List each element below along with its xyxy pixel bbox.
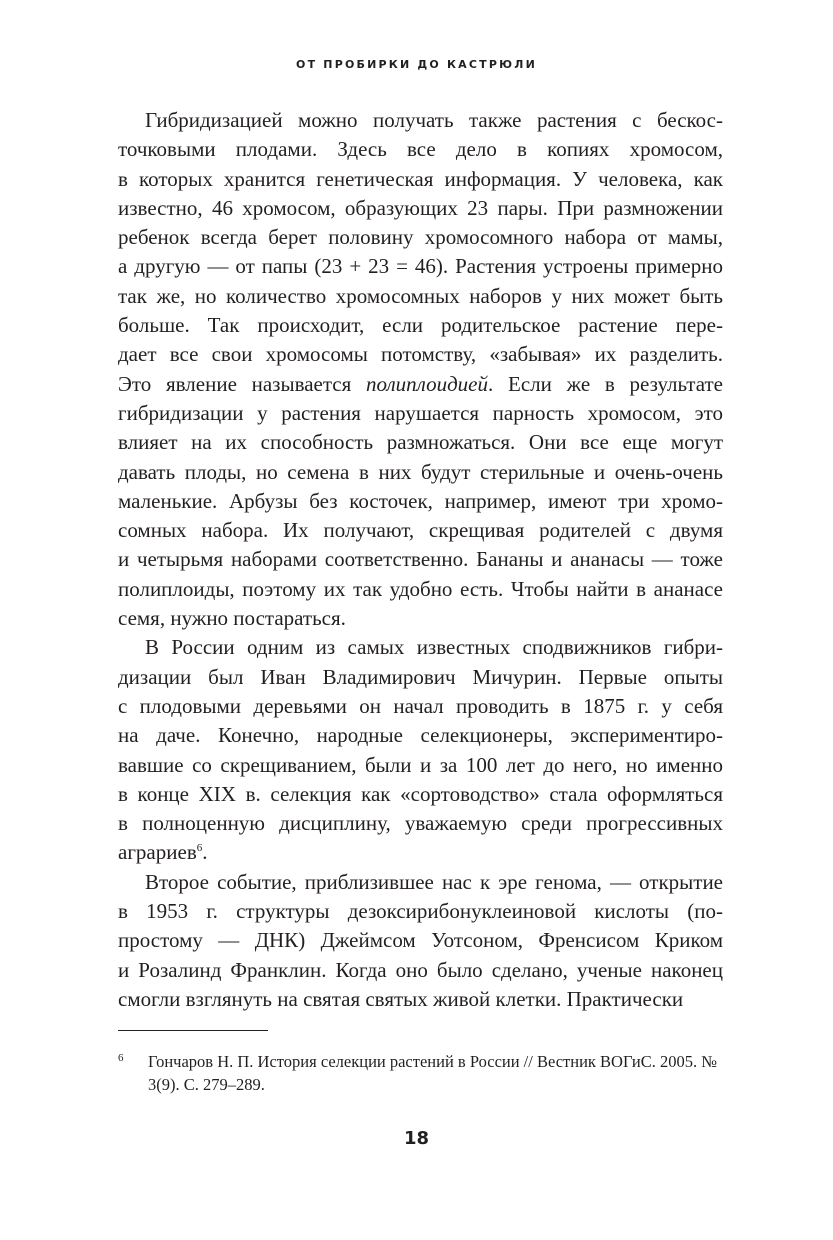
text-line: и четырьмя наборами соответственно. Бананы и ананасы — тоже	[118, 547, 723, 572]
text-line: давать плоды, но семена в них будут стерильные и очень-очень	[118, 459, 723, 484]
text-line	[118, 838, 723, 867]
text-segment: аграриев	[118, 840, 197, 865]
text-line: маленькие. Арбузы без косточек, например, имеют три хромо-	[118, 488, 723, 513]
text-line: семя, нужно постараться.	[118, 606, 346, 631]
text-line: гибридизации у растения нарушается парность хромосом, это	[118, 400, 723, 425]
text-line: В России одним из самых известных сподвижников гибри-	[145, 635, 723, 660]
text-line: сомных набора. Их получают, скрещивая родителей с двумя	[118, 518, 723, 543]
text-line: дает все свои хромосомы потомству, «забывая» их разделить.	[118, 342, 723, 367]
page-number: 18	[403, 1128, 430, 1149]
body-text	[118, 106, 723, 1014]
text-line: и Розалинд Франклин. Когда оно было сделано, ученые наконец	[118, 957, 723, 982]
text-line: Гибридизацией можно получать также растения с бескос-	[145, 108, 723, 132]
text-line: известно, 46 хромосом, образующих 23 пары. При размножении	[118, 195, 723, 220]
text-line: в которых хранится генетическая информация. У человека, как	[118, 166, 723, 191]
text-segment: . Если же в результате	[488, 371, 723, 396]
italic-term: полиплоидией	[366, 371, 489, 396]
text-segment: .	[202, 840, 208, 865]
text-line: в конце XIX в. селекция как «сортоводство» стала оформляться	[118, 781, 723, 806]
text-line: влияет на их способность размножаться. Они все еще могут	[118, 430, 723, 455]
running-head: ОТ ПРОБИРКИ ДО КАСТРЮЛИ	[296, 58, 537, 71]
text-line: в полноценную дисциплину, уважаемую среди прогрессивных	[118, 811, 723, 836]
text-line: а другую — от папы (23 + 23 = 46). Растения устроены примерно	[118, 254, 723, 279]
text-line: с плодовыми деревьями он начал проводить в 1875 г. у себя	[118, 693, 723, 718]
text-line: смогли взглянуть на святая святых живой клетки. Практически	[118, 986, 684, 1011]
text-line: в 1953 г. структуры дезоксирибонуклеиновой кислоты (по-	[118, 899, 723, 924]
footnote-text: Гончаров Н. П. История селекции растений в России // Вестник ВОГиС. 2005. № 3(9). С. 279–289.	[148, 1052, 717, 1094]
footnote-number: 6	[118, 1052, 124, 1064]
footnote	[118, 1050, 723, 1096]
text-line: ребенок всегда берет половину хромосомного набора от мамы,	[118, 225, 723, 250]
text-line: вавшие со скрещиванием, были и за 100 лет до него, но именно	[118, 752, 723, 777]
text-line: простому — ДНК) Джеймсом Уотсоном, Френсисом Криком	[118, 928, 723, 953]
footnote-divider	[118, 1030, 268, 1031]
text-line: так же, но количество хромосомных наборов у них может быть	[118, 283, 723, 308]
text-line: больше. Так происходит, если родительское растение пере-	[118, 313, 723, 338]
text-line: на даче. Конечно, народные селекционеры, экспериментиро-	[118, 723, 723, 748]
text-line: дизации был Иван Владимирович Мичурин. Первые опыты	[118, 664, 723, 689]
text-line: Второе событие, приблизившее нас к эре генома, — открытие	[145, 869, 723, 894]
text-line: полиплоиды, поэтому их так удобно есть. Чтобы найти в ананасе	[118, 576, 723, 601]
text-line	[118, 370, 723, 399]
text-segment: Это явление называется	[118, 371, 367, 396]
text-line: точковыми плодами. Здесь все дело в копиях хромосом,	[118, 137, 723, 162]
footnote-reference: 6	[196, 842, 203, 855]
